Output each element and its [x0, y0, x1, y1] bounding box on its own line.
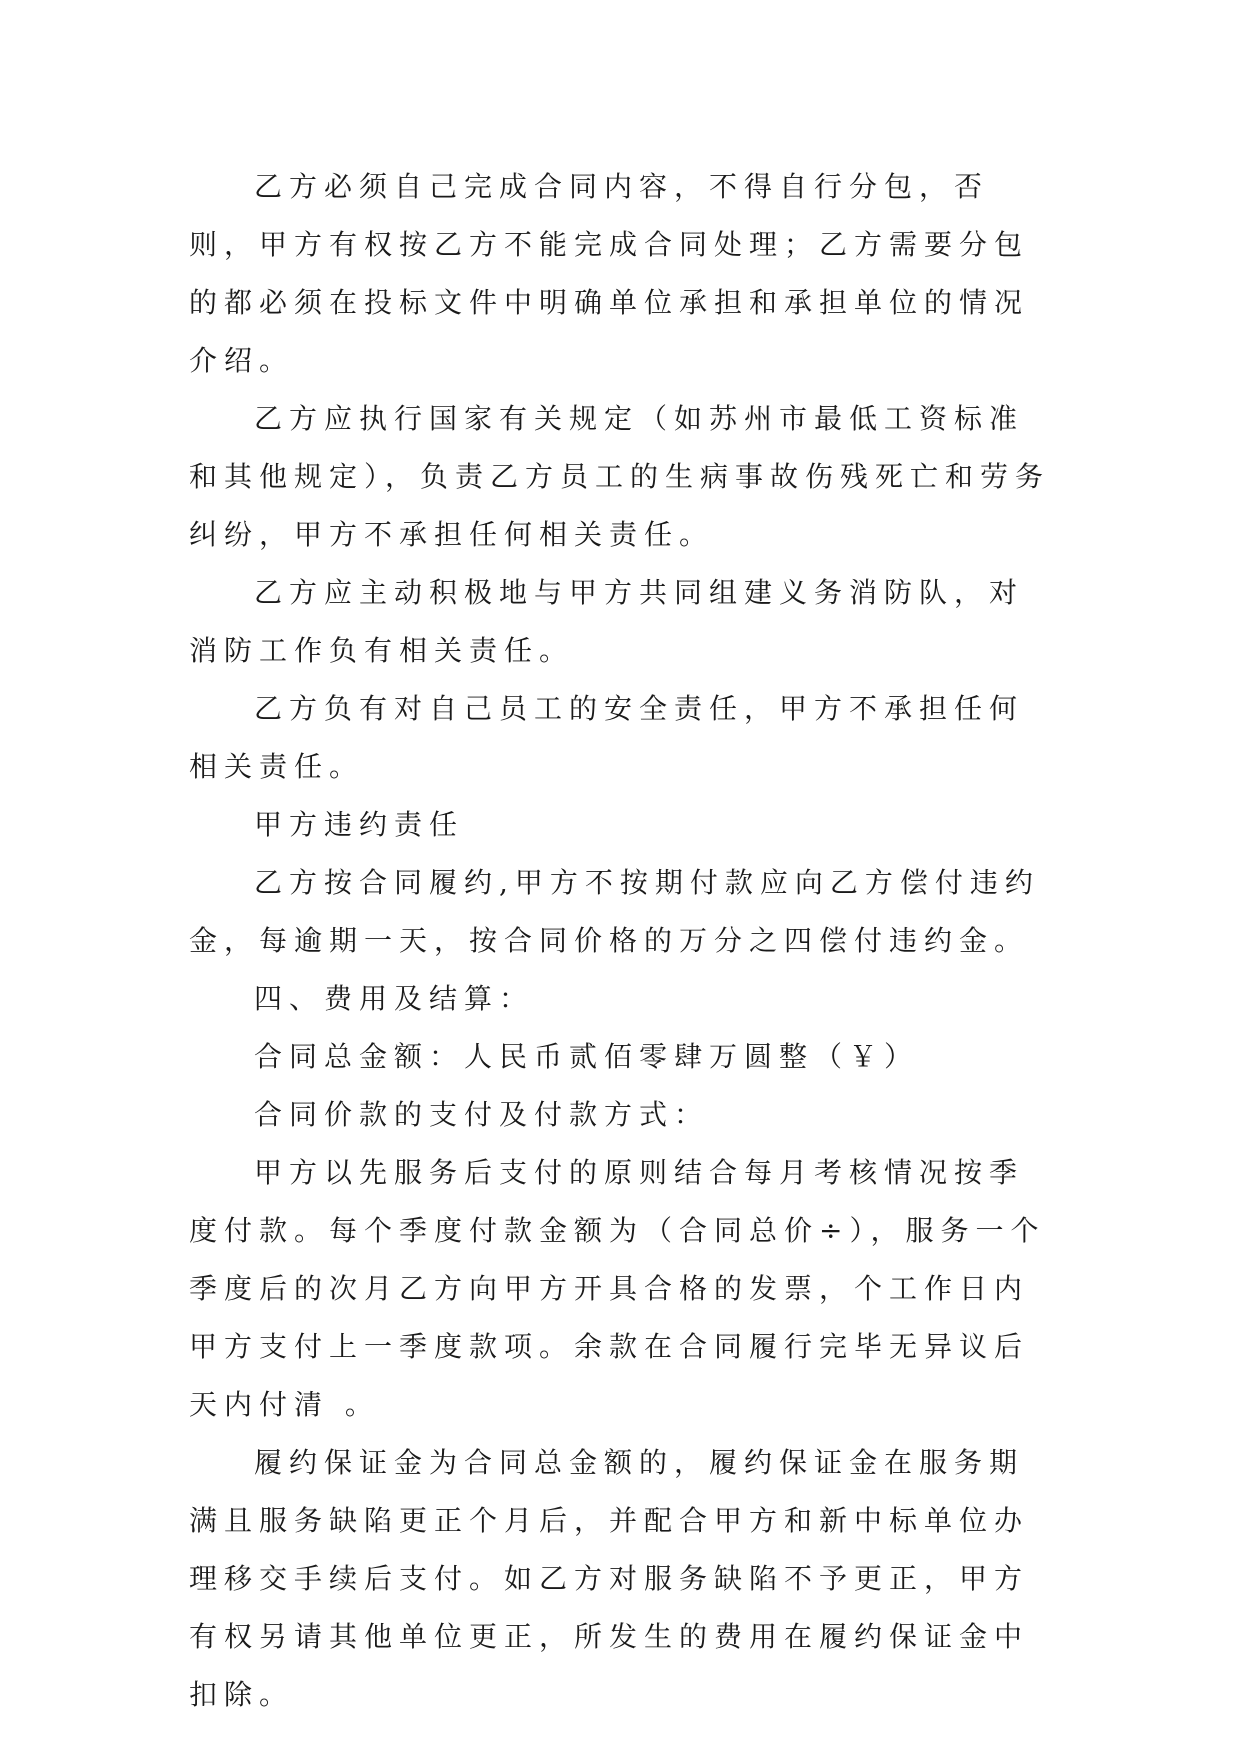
paragraph-quarterly-payment: 甲方以先服务后支付的原则结合每月考核情况按季度付款。每个季度付款金额为（合同总价÷），服务一个季度后的次月乙方向甲方开具合格的发票，个工作日内甲方支付上一季度款项。余款在合同履行完毕无异议后天内付清 。	[189, 1156, 1046, 1421]
document-body	[189, 158, 1054, 1724]
section-heading-fees-settlement: 四、费用及结算：	[254, 982, 535, 1015]
paragraph-payment-method-heading: 合同价款的支付及付款方式：	[254, 1098, 710, 1131]
paragraph-late-payment-penalty: 乙方按合同履约,甲方不按期付款应向乙方偿付违约金，每逾期一天，按合同价格的万分之四偿付违约金。	[189, 866, 1040, 957]
paragraph-safety-responsibility: 乙方负有对自己员工的安全责任，甲方不承担任何相关责任。	[189, 692, 1025, 783]
paragraph-labor-regulations: 乙方应执行国家有关规定（如苏州市最低工资标准和其他规定），负责乙方员工的生病事故伤残死亡和劳务纠纷，甲方不承担任何相关责任。	[189, 402, 1051, 551]
paragraph-fire-brigade: 乙方应主动积极地与甲方共同组建义务消防队，对消防工作负有相关责任。	[189, 576, 1025, 667]
paragraph-subcontract: 乙方必须自己完成合同内容，不得自行分包，否则，甲方有权按乙方不能完成合同处理；乙方需要分包的都必须在投标文件中明确单位承担和承担单位的情况介绍。	[189, 170, 1030, 377]
paragraph-total-amount: 合同总金额：人民币贰佰零肆万圆整（￥）	[254, 1040, 920, 1073]
paragraph-performance-bond: 履约保证金为合同总金额的，履约保证金在服务期满且服务缺陷更正个月后，并配合甲方和新中标单位办理移交手续后支付。如乙方对服务缺陷不予更正，甲方有权另请其他单位更正，所发生的费用在履约保证金中扣除。	[189, 1446, 1030, 1711]
paragraph-party-a-liability-heading: 甲方违约责任	[254, 808, 465, 841]
